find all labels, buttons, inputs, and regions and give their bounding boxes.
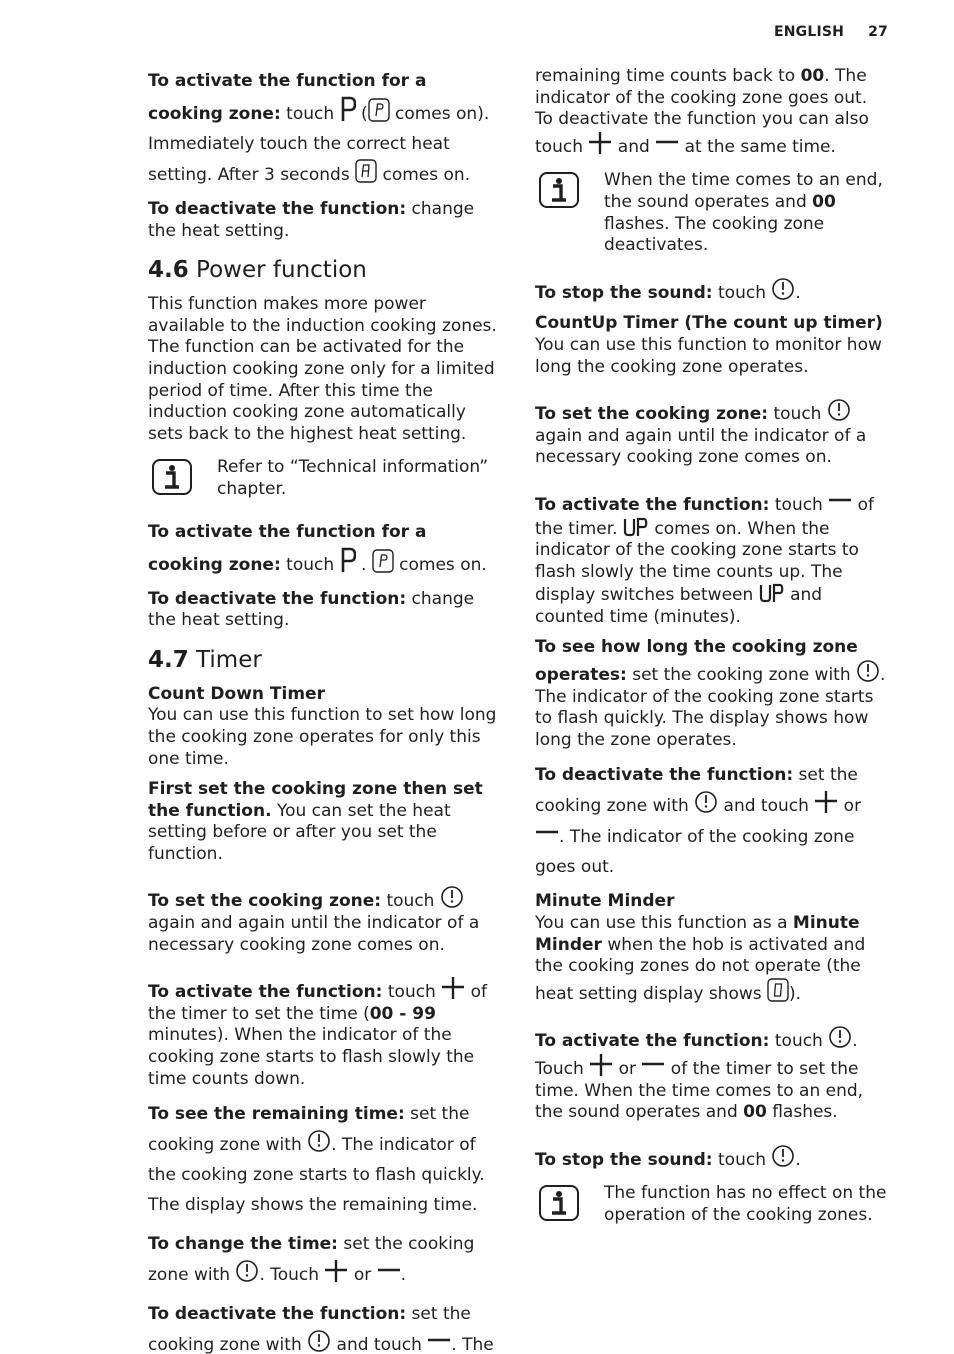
text: of the timer to set the time ( xyxy=(148,982,488,1024)
up-display-icon xyxy=(759,583,785,603)
text: set the cooking zone with xyxy=(626,665,857,686)
info-text: When the time comes to an end, the sound operates and xyxy=(604,170,883,212)
text: set the cooking zone with xyxy=(148,1234,475,1286)
timer-icon xyxy=(307,1129,331,1153)
text: when the hob is activated and the cooking zones do not operate (the heat setting display shows xyxy=(535,934,866,1004)
paragraph-change-time xyxy=(148,1229,502,1290)
paragraph-activate-timer xyxy=(148,976,502,1090)
paragraph-lead: To stop the sound: xyxy=(535,282,713,303)
text: . The indicator of the cooking zone goes out. To deactivate the function you can also touch xyxy=(535,66,869,157)
text: and counted time (minutes). xyxy=(535,585,823,627)
text: comes on. xyxy=(393,554,487,575)
minus-icon xyxy=(828,489,852,513)
paragraph-lead: To deactivate the function: xyxy=(535,765,794,786)
paragraph-count-down-timer xyxy=(148,684,502,770)
text: again and again until the indicator of a necessary cooking zone comes on. xyxy=(535,425,867,468)
info-note xyxy=(535,1183,889,1226)
minus-icon xyxy=(377,1259,401,1283)
paragraph-minute-minder xyxy=(535,891,889,1005)
paragraph-lead: To deactivate the function: xyxy=(148,1304,407,1325)
text: touch xyxy=(769,1031,829,1052)
paragraph-lead: To deactivate the function: xyxy=(148,588,407,609)
text: . xyxy=(400,1265,407,1286)
text: . The indicator of the cooking zone starts to flash quickly. The display shows how long the zone operates. xyxy=(535,665,886,750)
section-title: Timer xyxy=(188,646,262,673)
info-text: Refer to “Technical information” chapter. xyxy=(217,457,489,499)
text: or xyxy=(348,1265,377,1286)
bold-text: Minute Minder xyxy=(535,913,860,955)
paragraph-lead: To set the cooking zone: xyxy=(535,404,769,425)
paragraph-lead: To see the remaining time: xyxy=(148,1104,405,1125)
text: comes on. When the indicator of the cooking zone starts to flash slowly the time counts up. The display switches between xyxy=(535,518,859,606)
text: and touch xyxy=(331,1335,428,1354)
plus-icon xyxy=(441,976,465,1000)
paragraph-lead: To activate the function for a cooking zone: xyxy=(148,71,427,124)
text: You can use this function to monitor how long the cooking zone operates. xyxy=(535,334,882,377)
minus-icon xyxy=(641,1053,665,1077)
boxed-a-icon xyxy=(355,159,377,183)
timer-icon xyxy=(827,398,851,422)
text: or xyxy=(838,796,862,817)
paragraph-lead: To activate the function: xyxy=(148,982,383,1003)
language-label: ENGLISH xyxy=(774,24,845,40)
text: touch xyxy=(280,104,340,124)
text: of the timer to set the time. When the time comes to an end, the sound operates and xyxy=(535,1059,864,1123)
text: flashes. The cooking zone deactivates. xyxy=(604,213,825,256)
paragraph-remaining-time-counts xyxy=(535,66,889,158)
info-icon xyxy=(539,1185,579,1228)
paragraph-activate-power xyxy=(148,517,502,580)
page-number: 27 xyxy=(868,24,888,40)
text: . The indicator of the cooking zone goes out. xyxy=(535,827,855,878)
bold-text: 00 xyxy=(800,66,825,86)
section-number: 4.7 xyxy=(148,646,189,673)
paragraph-lead: To activate the function: xyxy=(535,494,770,515)
bold-text: 00 xyxy=(743,1102,767,1123)
info-icon xyxy=(539,172,579,215)
paragraph-lead: To deactivate the function: xyxy=(148,199,407,219)
text: touch xyxy=(712,282,772,303)
paragraph-stop-sound xyxy=(535,277,889,305)
timer-icon xyxy=(828,1025,852,1049)
paragraph-lead: To set the cooking zone: xyxy=(148,891,382,912)
paragraph-deactivate-power xyxy=(148,589,502,632)
paragraph-lead: To activate the function: xyxy=(535,1031,770,1052)
paragraph-set-cooking-zone xyxy=(148,885,502,956)
timer-icon xyxy=(440,885,464,909)
up-display-icon xyxy=(623,517,649,537)
paragraph-deactivate-function xyxy=(148,199,502,242)
minus-icon xyxy=(427,1329,451,1353)
subheading: Count Down Timer xyxy=(148,683,325,704)
boxed-p-icon xyxy=(372,549,394,573)
timer-icon xyxy=(307,1329,331,1353)
text: change the heat setting. xyxy=(148,588,475,631)
text: . Touch xyxy=(259,1265,325,1286)
right-column xyxy=(535,66,889,1243)
plus-icon xyxy=(588,131,612,155)
paragraph-lead: To stop the sound: xyxy=(535,1149,713,1170)
paragraph-lead: First set the cooking zone then set the function. xyxy=(148,779,483,821)
text: set the cooking zone with xyxy=(148,1304,471,1354)
info-note xyxy=(535,170,889,256)
text: set the cooking zone with xyxy=(148,1104,470,1156)
p-icon xyxy=(340,96,356,122)
subheading: Minute Minder xyxy=(535,891,675,912)
text: again and again until the indicator of a necessary cooking zone comes on. xyxy=(148,913,480,955)
text: of the timer. xyxy=(535,494,875,539)
text: minutes). When the indicator of the cooking zone starts to flash slowly the time counts down. xyxy=(148,1025,475,1089)
text: . The indicator of the cooking zone starts to flash quickly. The display shows the remaining time. xyxy=(148,1135,485,1216)
plus-icon xyxy=(324,1259,348,1283)
text: touch xyxy=(768,404,827,425)
left-column xyxy=(148,66,502,1354)
text: touch xyxy=(280,554,340,575)
text: touch xyxy=(381,891,440,912)
text: . xyxy=(795,1149,801,1170)
section-heading-power-function xyxy=(148,256,502,284)
info-note xyxy=(148,457,502,500)
boxed-zero-icon xyxy=(767,978,789,1002)
text: touch xyxy=(769,494,829,515)
text: and xyxy=(612,136,656,157)
text: or xyxy=(613,1059,642,1079)
bold-text: 00 xyxy=(812,191,836,212)
timer-icon xyxy=(771,277,795,301)
text: remaining time counts back to xyxy=(535,66,801,86)
text: flashes. xyxy=(766,1102,838,1123)
paragraph-remaining-time xyxy=(148,1099,502,1220)
text: . xyxy=(355,554,372,575)
paragraph-power-description: This function makes more power available to the induction cooking zones. The function can be activated for the induction cooking zone only for a limited period of time. After this time the induction cooking zone automatically sets back to the highest heat setting. xyxy=(148,294,497,444)
section-title: Power function xyxy=(188,257,367,284)
paragraph-see-operation-time xyxy=(535,637,889,751)
paragraph-activate-minute-minder xyxy=(535,1025,889,1123)
paragraph-set-cooking-zone xyxy=(535,398,889,469)
paragraph-stop-sound xyxy=(535,1144,889,1172)
text: . xyxy=(795,282,801,303)
info-text: The function has no effect on the operation of the cooking zones. xyxy=(604,1183,887,1225)
paragraph-first-set-zone xyxy=(148,779,502,865)
section-heading-timer xyxy=(148,646,502,674)
paragraph-deactivate-countup xyxy=(535,760,889,882)
text: touch xyxy=(712,1149,772,1170)
paragraph-lead: To see how long the cooking zone operates: xyxy=(535,637,858,686)
paragraph-activate-cooking-zone xyxy=(148,66,502,190)
text: . Touch xyxy=(535,1031,858,1079)
text: change the heat setting. xyxy=(148,199,475,241)
text: ). xyxy=(789,983,802,1004)
text: touch xyxy=(382,982,442,1003)
minus-icon xyxy=(535,821,559,845)
bold-text: 00 - 99 xyxy=(369,1003,436,1024)
timer-icon xyxy=(856,659,880,683)
plus-icon xyxy=(814,790,838,814)
text: You can set the heat setting before or after you set the function. xyxy=(148,800,451,864)
paragraph-countup-timer xyxy=(535,313,889,378)
boxed-p-icon xyxy=(368,98,390,122)
text: at the same time. xyxy=(679,136,836,157)
p-icon xyxy=(340,547,356,573)
paragraph-lead: To activate the function for a cooking zone: xyxy=(148,521,427,575)
minus-icon xyxy=(655,131,679,155)
text: and touch xyxy=(718,796,815,817)
text: set the cooking zone with xyxy=(535,765,858,817)
text: comes on). Immediately touch the correct heat setting. After 3 seconds xyxy=(148,104,490,185)
section-number: 4.6 xyxy=(148,257,189,284)
paragraph-lead: To change the time: xyxy=(148,1234,338,1255)
text: You can use this function as a xyxy=(535,913,793,934)
subheading: CountUp Timer (The count up timer) xyxy=(535,313,883,334)
info-icon xyxy=(152,459,192,502)
text: ( xyxy=(355,104,368,124)
timer-icon xyxy=(694,790,718,814)
text: comes on. xyxy=(377,165,471,185)
timer-icon xyxy=(771,1144,795,1168)
text: . The xyxy=(451,1335,494,1354)
plus-icon xyxy=(589,1053,613,1077)
page-header xyxy=(774,24,888,40)
paragraph-deactivate-timer xyxy=(148,1299,502,1354)
text: You can use this function to set how long the cooking zone operates for only this one time. xyxy=(148,705,497,769)
paragraph-activate-countup xyxy=(535,489,889,629)
timer-icon xyxy=(235,1259,259,1283)
